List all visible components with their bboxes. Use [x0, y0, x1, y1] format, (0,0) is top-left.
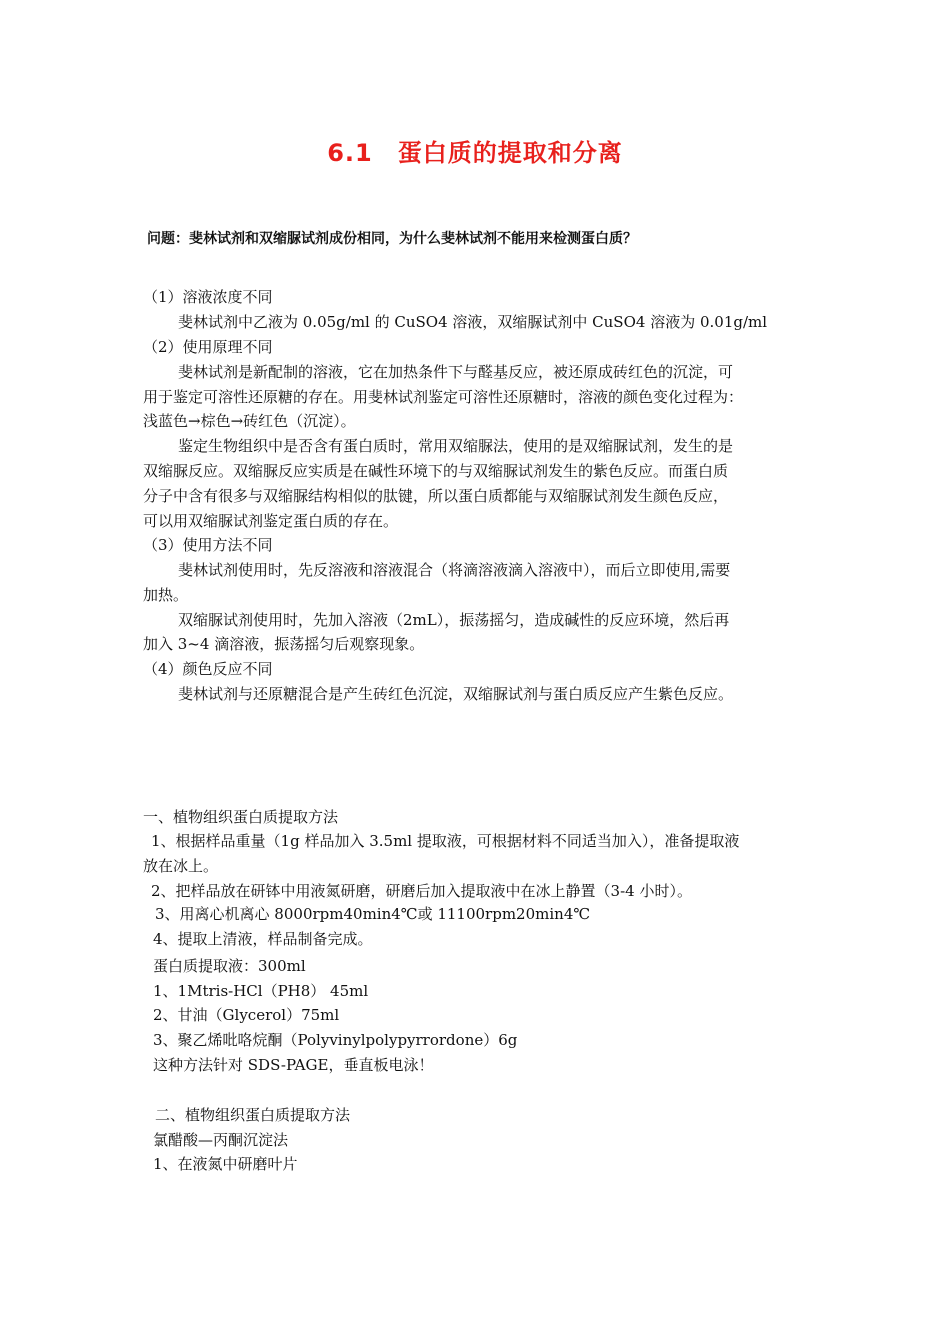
recipe-item: 2、甘油（Glycerol）75ml: [153, 1006, 340, 1024]
list-item: 2、把样品放在研钵中用液氮研磨，研磨后加入提取液中在冰上静置（3-4 小时）。: [151, 882, 692, 900]
subheading: （3）使用方法不同: [143, 536, 273, 554]
paragraph-line: 鉴定生物组织中是否含有蛋白质时，常用双缩脲法，使用的是双缩脲试剂，发生的是: [178, 437, 734, 455]
list-item: 1、根据样品重量（1g 样品加入 3.5ml 提取液，可根据材料不同适当加入），准备提取液: [151, 832, 740, 850]
paragraph-line: 斐林试剂是新配制的溶液，它在加热条件下与醛基反应，被还原成砖红色的沉淀，可: [178, 363, 734, 381]
note-line: 这种方法针对 SDS-PAGE，垂直板电泳！: [153, 1056, 434, 1074]
list-item-continued: 放在冰上。: [143, 857, 219, 875]
paragraph-line: 浅蓝色→棕色→砖红色（沉淀）。: [143, 412, 356, 430]
list-item: 3、用离心机离心 8000rpm40min4℃或 11100rpm20min4℃: [155, 905, 591, 923]
paragraph-line: 斐林试剂中乙液为 0.05g/ml 的 CuSO4 溶液，双缩脲试剂中 CuSO4 溶液为 0.01g/ml: [178, 313, 768, 331]
list-item: 4、提取上清液，样品制备完成。: [153, 930, 373, 948]
page-title: 6.1 蛋白质的提取和分离: [327, 139, 623, 167]
recipe-heading: 蛋白质提取液：300ml: [153, 957, 306, 975]
paragraph-line: 加入 3~4 滴溶液，振荡摇匀后观察现象。: [143, 635, 425, 653]
recipe-item: 1、1Mtris-HCl（PH8） 45ml: [153, 982, 369, 1000]
section-heading: 一、植物组织蛋白质提取方法: [143, 808, 339, 826]
paragraph-line: 用于鉴定可溶性还原糖的存在。用斐林试剂鉴定可溶性还原糖时，溶液的颜色变化过程为：: [143, 388, 744, 406]
question-heading: 问题：斐林试剂和双缩脲试剂成份相同，为什么斐林试剂不能用来检测蛋白质？: [147, 231, 637, 247]
paragraph-line: 分子中含有很多与双缩脲结构相似的肽键，所以蛋白质都能与双缩脲试剂发生颜色反应，: [143, 487, 729, 505]
method-name: 氯醋酸—丙酮沉淀法: [153, 1131, 289, 1149]
paragraph-line: 双缩脲试剂使用时，先加入溶液（2mL），振荡摇匀，造成碱性的反应环境，然后再: [178, 611, 730, 629]
paragraph-line: 斐林试剂使用时，先反溶液和溶液混合（将滴溶液滴入溶液中），而后立即使用,需要: [178, 561, 731, 579]
paragraph-line: 可以用双缩脲试剂鉴定蛋白质的存在。: [143, 512, 399, 530]
list-item: 1、在液氮中研磨叶片: [153, 1155, 298, 1173]
section-heading: 二、植物组织蛋白质提取方法: [155, 1106, 351, 1124]
subheading: （4）颜色反应不同: [143, 660, 273, 678]
subheading: （1）溶液浓度不同: [143, 288, 273, 306]
subheading: （2）使用原理不同: [143, 338, 273, 356]
paragraph-line: 斐林试剂与还原糖混合是产生砖红色沉淀，双缩脲试剂与蛋白质反应产生紫色反应。: [178, 685, 734, 703]
recipe-item: 3、聚乙烯吡咯烷酮（Polyvinylpolypyrrordone）6g: [153, 1031, 518, 1049]
paragraph-line: 加热。: [143, 586, 189, 604]
paragraph-line: 双缩脲反应。双缩脲反应实质是在碱性环境下的与双缩脲试剂发生的紫色反应。而蛋白质: [143, 462, 729, 480]
